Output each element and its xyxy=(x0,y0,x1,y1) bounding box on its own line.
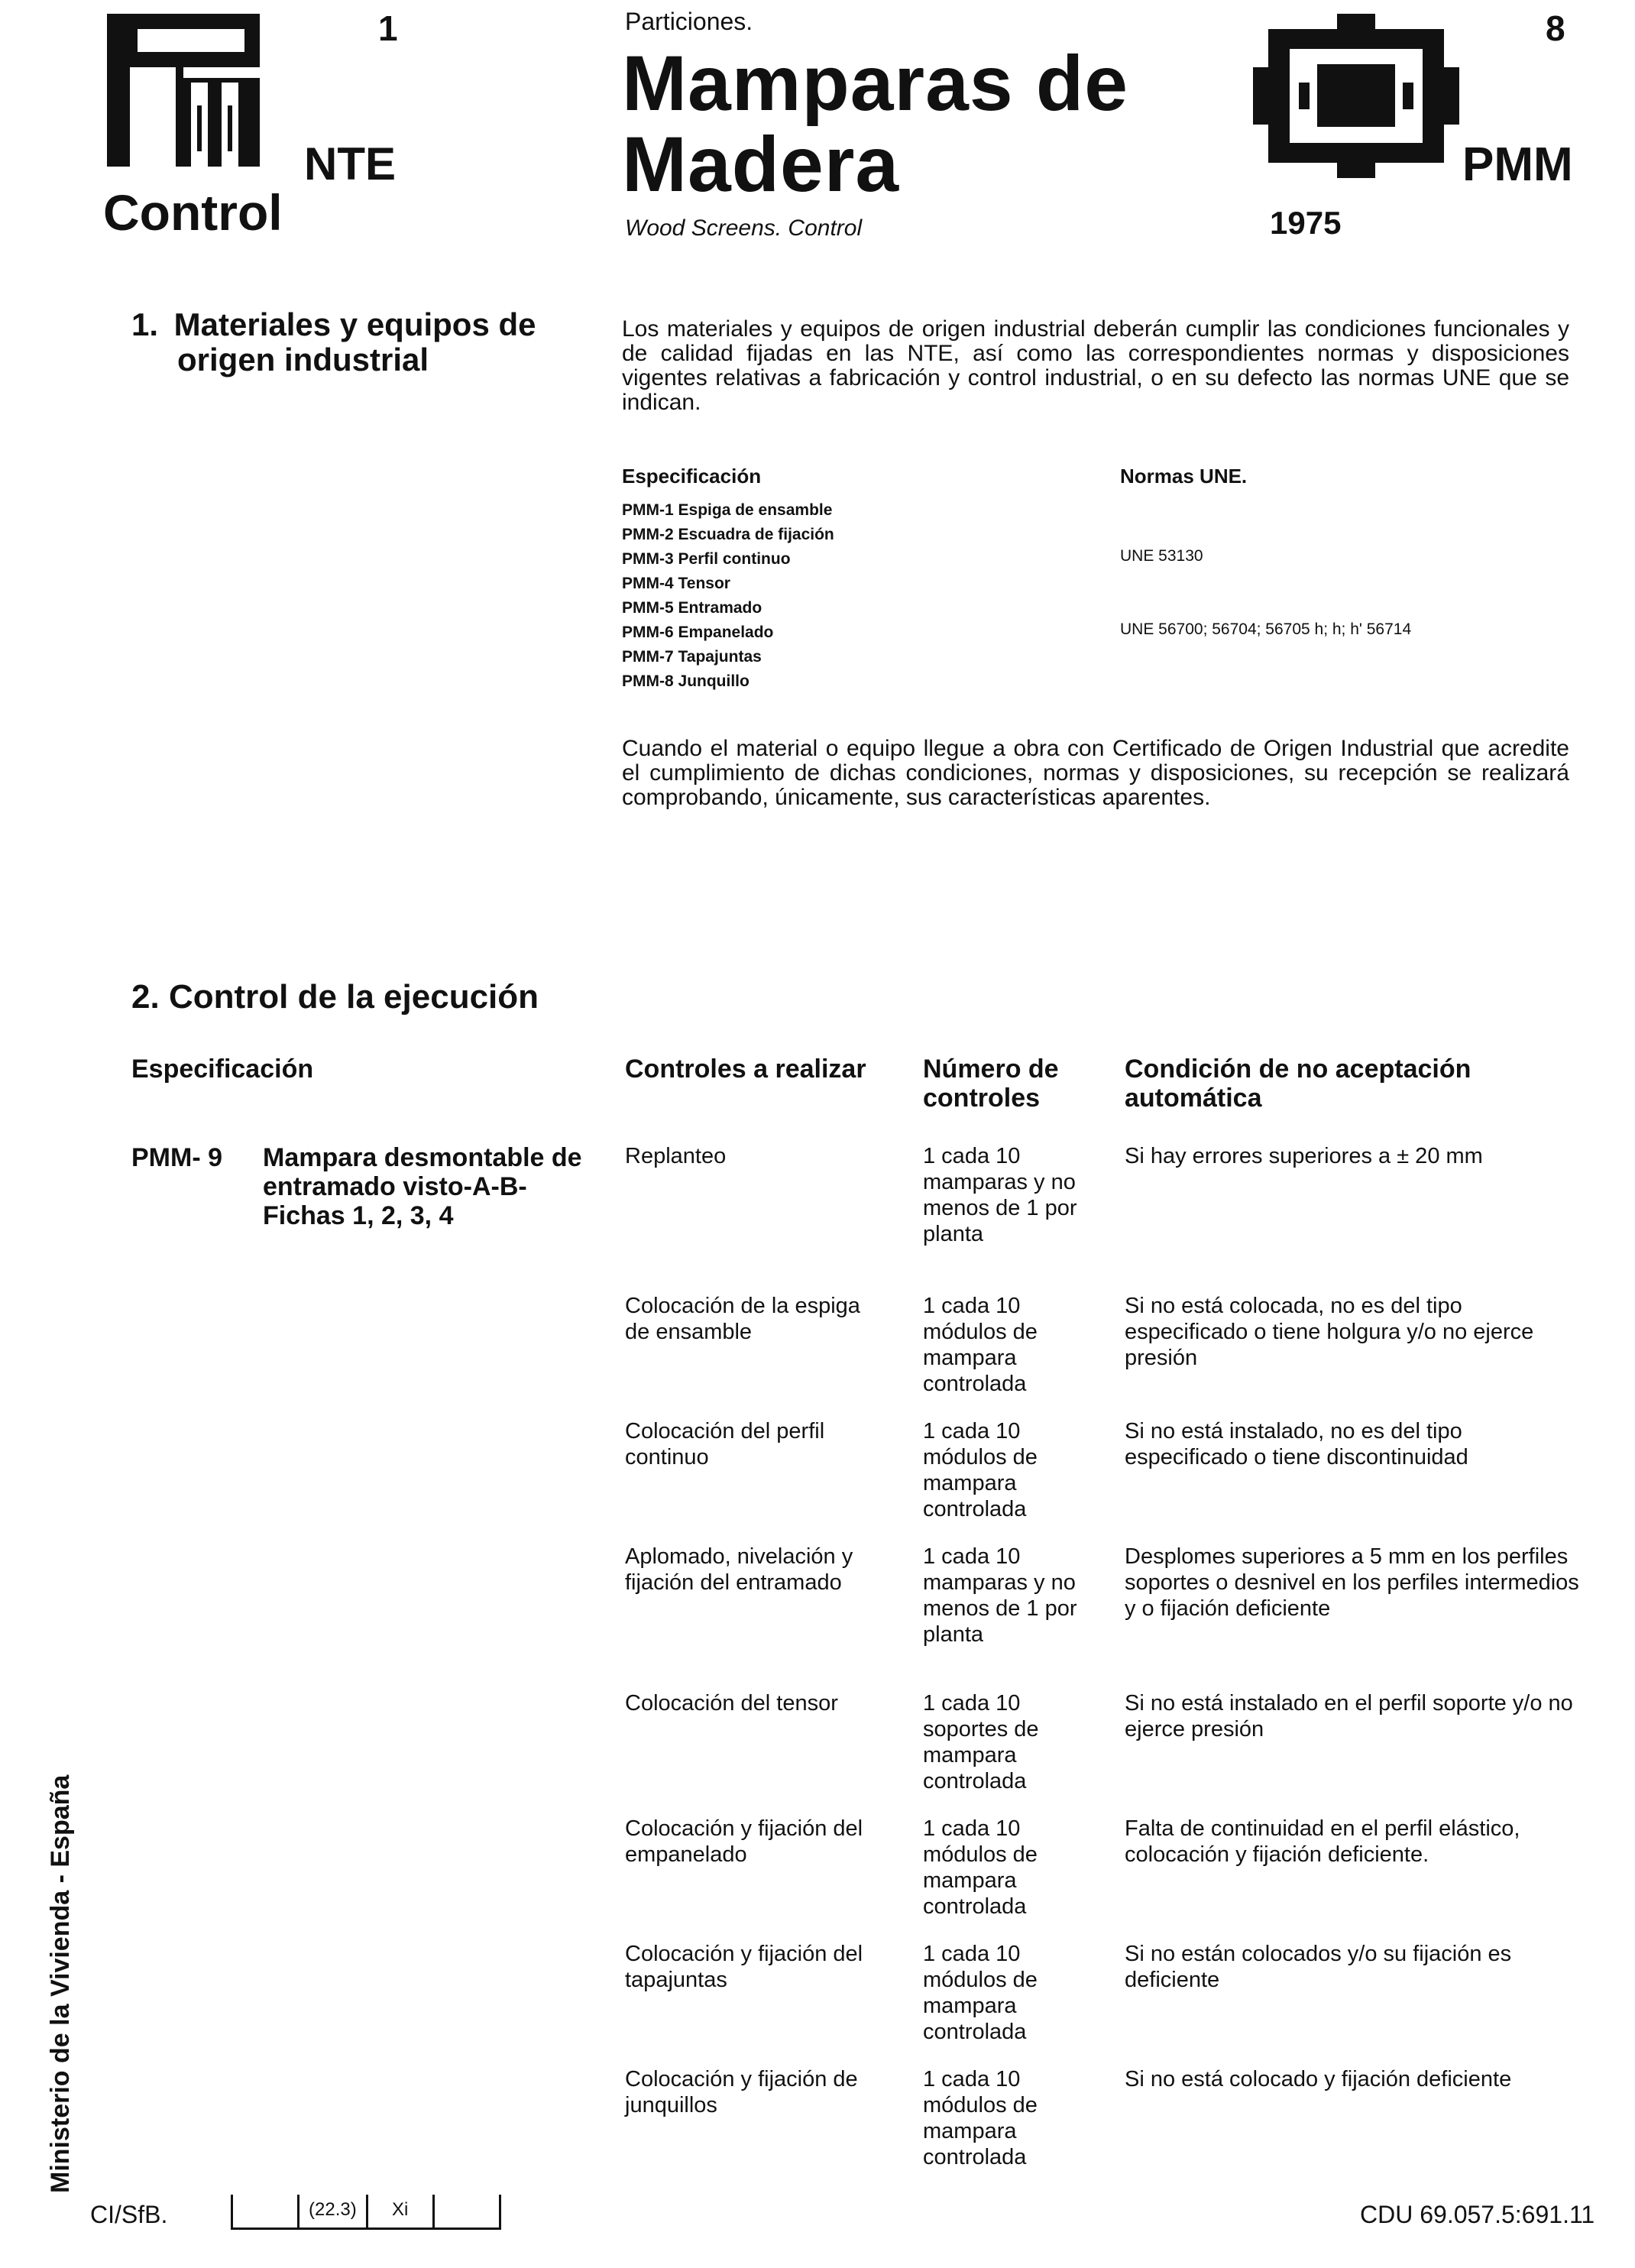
spec-description: Mampara desmontable de entramado visto-A-B-Fichas 1, 2, 3, 4 xyxy=(263,1143,582,1230)
category-label: Particiones. xyxy=(625,8,753,35)
number-cell: 1 cada 10 soportes de mampara controlada xyxy=(923,1691,1039,1793)
table-header-spec: Especificación xyxy=(131,1055,314,1084)
number-cell: 1 cada 10 módulos de mampara controlada xyxy=(923,1816,1038,1919)
number-cell: 1 cada 10 módulos de mampara controlada xyxy=(923,1294,1038,1396)
section-1-intro: Los materiales y equipos de origen industrial deberán cumplir las condiciones funcionales y de calidad fijadas en las NTE, así como las correspondientes normas y disposiciones vigentes relativas a fabricación y control industrial, o en su defecto las normas UNE que se indican. xyxy=(622,316,1569,415)
condition-cell: Si hay errores superiores a ± 20 mm xyxy=(1125,1144,1483,1168)
title-line-1: Mamparas de xyxy=(622,40,1128,127)
subtitle: Wood Screens. Control xyxy=(625,215,863,241)
spec-column-header: Especificación xyxy=(622,465,762,488)
spec-code: PMM- 9 xyxy=(131,1143,222,1172)
list-item: PMM-5 Entramado xyxy=(622,599,762,617)
title-line-2: Madera xyxy=(622,121,900,208)
control-cell: Colocación del perfil continuo xyxy=(625,1419,825,1469)
table-row xyxy=(625,1418,1583,1533)
section-1-number: 1. xyxy=(131,306,159,342)
control-cell: Colocación y fijación de junquillos xyxy=(625,2067,858,2117)
cdu-code: CDU 69.057.5:691.11 xyxy=(1360,2201,1595,2228)
table-row xyxy=(625,1544,1583,1658)
control-cell: Colocación de la espiga de ensamble xyxy=(625,1294,860,1344)
page-title xyxy=(622,40,1128,208)
table-header-controls: Controles a realizar xyxy=(625,1055,866,1084)
table-row xyxy=(625,1690,1583,1805)
control-cell: Replanteo xyxy=(625,1144,727,1168)
table-row xyxy=(625,1941,1583,2056)
pmm-emblem-icon xyxy=(1253,14,1459,178)
table-row xyxy=(625,1143,1583,1258)
number-cell: 1 cada 10 mamparas y no menos de 1 por planta xyxy=(923,1544,1077,1647)
document-code: PMM xyxy=(1462,138,1573,191)
control-cell: Colocación y fijación del empanelado xyxy=(625,1816,863,1867)
condition-cell: Si no están colocados y/o su fijación es deficiente xyxy=(1125,1942,1512,1992)
certificate-paragraph: Cuando el material o equipo llegue a obra con Certificado de Origen Industrial que acredite el cumplimiento de dichas condiciones, normas y disposiciones, su recepción se realizará comprobando, únicamente, sus características aparentes. xyxy=(622,736,1569,810)
number-cell: 1 cada 10 módulos de mampara controlada xyxy=(923,1419,1038,1521)
condition-cell: Si no está instalado, no es del tipo especificado o tiene discontinuidad xyxy=(1125,1419,1468,1469)
sheet-number: 8 xyxy=(1546,8,1565,48)
section-2-number: 2. xyxy=(131,978,160,1016)
number-cell: 1 cada 10 mamparas y no menos de 1 por planta xyxy=(923,1144,1077,1246)
condition-cell: Si no está colocado y fijación deficiente xyxy=(1125,2067,1512,2091)
ministry-label: Ministerio de la Vivienda - España xyxy=(46,1774,75,2193)
list-item: PMM-4 Tensor xyxy=(622,575,730,592)
table-header-number: Número de controles xyxy=(923,1055,1059,1113)
section-2-title: Control de la ejecución xyxy=(168,978,539,1016)
cisfb-cell: (22.3) xyxy=(297,2195,366,2230)
section-2-heading xyxy=(131,978,539,1016)
year: 1975 xyxy=(1270,205,1342,241)
norm-pmm-3: UNE 53130 xyxy=(1120,547,1203,565)
section-title: Control xyxy=(103,184,283,241)
norm-pmm-6: UNE 56700; 56704; 56705 h; h; h' 56714 xyxy=(1120,620,1412,638)
list-item: PMM-1 Espiga de ensamble xyxy=(622,501,833,519)
list-item: PMM-2 Escuadra de fijación xyxy=(622,526,834,543)
list-item: PMM-7 Tapajuntas xyxy=(622,648,762,666)
cisfb-label: CI/SfB. xyxy=(90,2201,168,2228)
spec-list xyxy=(622,498,834,694)
condition-cell: Si no está instalado en el perfil soporte y/o no ejerce presión xyxy=(1125,1691,1573,1742)
control-cell: Colocación del tensor xyxy=(625,1691,838,1716)
condition-cell: Si no está colocada, no es del tipo especificado o tiene holgura y/o no ejerce presión xyxy=(1125,1294,1534,1370)
list-item: PMM-8 Junquillo xyxy=(622,672,750,690)
cisfb-cell xyxy=(231,2195,297,2230)
cisfb-classification-box xyxy=(231,2195,501,2230)
table-row xyxy=(625,1816,1583,1930)
number-cell: 1 cada 10 módulos de mampara controlada xyxy=(923,2067,1038,2169)
norms-column-header: Normas UNE. xyxy=(1120,465,1248,488)
control-cell: Aplomado, nivelación y fijación del entramado xyxy=(625,1544,853,1595)
table-header-condition: Condición de no aceptación automática xyxy=(1125,1055,1472,1113)
list-item: PMM-3 Perfil continuo xyxy=(622,550,791,568)
table-row xyxy=(625,1293,1583,1408)
list-item: PMM-6 Empanelado xyxy=(622,624,774,641)
series-label: NTE xyxy=(304,138,396,190)
cisfb-cell: Xi xyxy=(366,2195,432,2230)
condition-cell: Falta de continuidad en el perfil elástico, colocación y fijación deficiente. xyxy=(1125,1816,1520,1867)
table-row xyxy=(625,2066,1583,2181)
section-1-title-line-1: Materiales y equipos de xyxy=(173,306,536,342)
number-cell: 1 cada 10 módulos de mampara controlada xyxy=(923,1942,1038,2044)
section-1-title-line-2: origen industrial xyxy=(177,342,429,377)
page-number: 1 xyxy=(378,8,398,48)
condition-cell: Desplomes superiores a 5 mm en los perfiles soportes o desnivel en los perfiles intermedios y o fijación deficiente xyxy=(1125,1544,1579,1621)
nte-logo-icon xyxy=(107,14,260,167)
control-cell: Colocación y fijación del tapajuntas xyxy=(625,1942,863,1992)
cisfb-cell xyxy=(432,2195,501,2230)
section-1-heading xyxy=(131,307,590,377)
